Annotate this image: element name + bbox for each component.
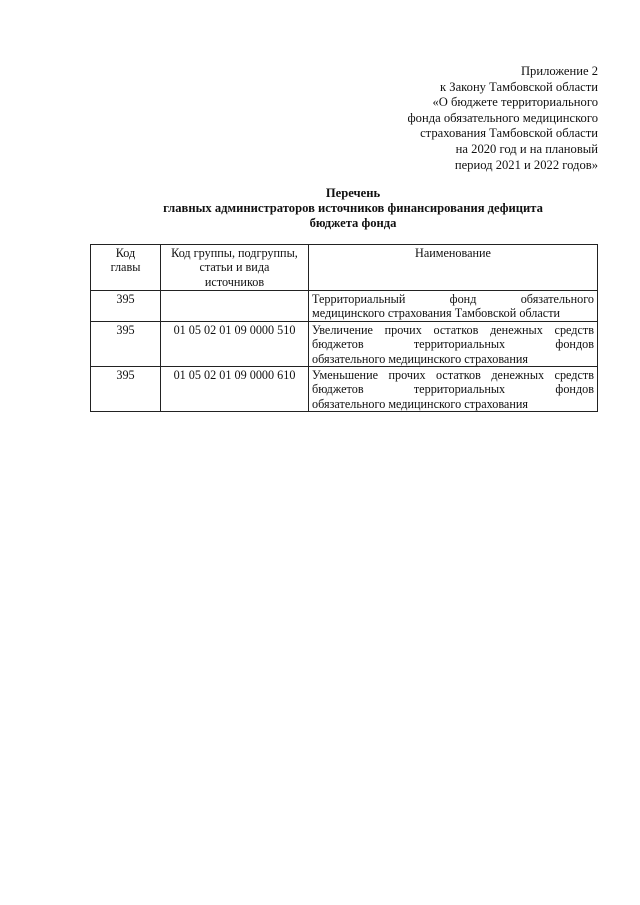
title-line: бюджета фонда <box>309 216 397 230</box>
name-line: Уменьшение прочих остатков денежных средств <box>312 368 594 383</box>
name-line: медицинского страхования Тамбовской области <box>312 306 561 321</box>
header-name: Наименование <box>309 245 598 291</box>
cell-source-code <box>161 291 309 322</box>
appendix-line: на 2020 год и на плановый <box>455 141 598 156</box>
appendix-header <box>408 64 599 173</box>
name-line: обязательного медицинского страхования <box>312 351 528 366</box>
table-header-row <box>91 245 598 291</box>
cell-name <box>309 321 598 366</box>
header-line: Код <box>115 246 136 260</box>
title-line: главных администраторов источников финансирования дефицита <box>163 201 543 215</box>
header-line: Код группы, подгруппы, <box>171 246 298 260</box>
header-line: источников <box>204 274 265 289</box>
cell-chapter-code: 395 <box>91 367 161 412</box>
cell-name <box>309 291 598 322</box>
name-line: обязательного медицинского страхования <box>312 396 528 411</box>
header-chapter-code <box>91 245 161 291</box>
appendix-line: период 2021 и 2022 годов» <box>454 157 598 172</box>
cell-source-code: 01 05 02 01 09 0000 610 <box>161 367 309 412</box>
cell-chapter-code: 395 <box>91 321 161 366</box>
cell-chapter-code: 395 <box>91 291 161 322</box>
table-row <box>91 367 598 412</box>
administrators-table <box>90 244 598 412</box>
appendix-line: страхования Тамбовской области <box>420 126 598 141</box>
appendix-line: к Закону Тамбовской области <box>440 79 598 94</box>
header-line: статьи и вида <box>199 260 270 275</box>
table-row <box>91 291 598 322</box>
cell-name <box>309 367 598 412</box>
appendix-line: «О бюджете территориального <box>432 95 598 110</box>
name-line: Увеличение прочих остатков денежных средств <box>312 322 594 337</box>
header-source-code <box>161 245 309 291</box>
table-row <box>91 321 598 366</box>
appendix-line: фонда обязательного медицинского <box>407 110 598 125</box>
name-line: бюджетов территориальных фондов <box>312 337 594 352</box>
document-title <box>90 186 616 231</box>
header-line: главы <box>110 260 141 275</box>
appendix-line: Приложение 2 <box>520 64 598 78</box>
name-line: бюджетов территориальных фондов <box>312 382 594 397</box>
title-line: Перечень <box>325 186 381 200</box>
cell-source-code: 01 05 02 01 09 0000 510 <box>161 321 309 366</box>
name-line: Территориальный фонд обязательного <box>312 292 594 306</box>
